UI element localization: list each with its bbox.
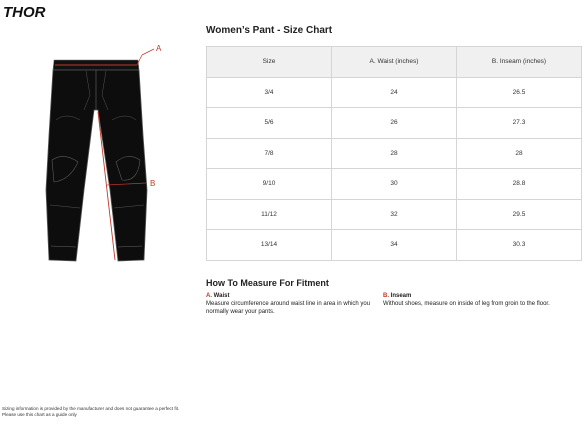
- inseam-cell: 26.5: [457, 77, 582, 108]
- inseam-letter: B.: [383, 293, 389, 299]
- measure-section-title: How To Measure For Fitment: [206, 278, 329, 288]
- pant-diagram: [36, 40, 176, 275]
- table-row: [207, 138, 582, 169]
- table-row: [207, 169, 582, 200]
- thor-logo: [2, 3, 50, 21]
- pants-illustration: [36, 40, 176, 275]
- inseam-cell: 30.3: [457, 230, 582, 261]
- header-inseam: B. Inseam (inches): [457, 47, 582, 78]
- size-chart-table: [206, 46, 582, 261]
- table-row: [207, 230, 582, 261]
- disclaimer-line-1: Sizing information is provided by the manufacturer and does not guarantee a perfect fit.: [2, 406, 180, 411]
- size-cell: 7/8: [207, 138, 332, 169]
- waist-cell: 26: [332, 108, 457, 139]
- waist-instructions-text: Measure circumference around waist line in area in which you normally wear your pants.: [206, 301, 371, 315]
- size-cell: 9/10: [207, 169, 332, 200]
- thor-logo-mark: [2, 3, 50, 21]
- inseam-instructions: [383, 292, 553, 308]
- table-header-row: [207, 47, 582, 78]
- label-b: B: [150, 179, 156, 188]
- waist-cell: 24: [332, 77, 457, 108]
- inseam-instructions-text: Without shoes, measure on inside of leg from groin to the floor.: [383, 301, 550, 307]
- logo-text: THOR: [3, 4, 46, 21]
- size-cell: 13/14: [207, 230, 332, 261]
- header-size: Size: [207, 47, 332, 78]
- waist-cell: 30: [332, 169, 457, 200]
- waist-letter: A.: [206, 293, 212, 299]
- table-row: [207, 199, 582, 230]
- label-a: A: [156, 44, 162, 53]
- disclaimer: [2, 406, 179, 418]
- size-cell: 3/4: [207, 77, 332, 108]
- waist-instructions-heading: [206, 292, 376, 300]
- waist-name: Waist: [213, 293, 230, 299]
- inseam-name: Inseam: [390, 293, 412, 299]
- inseam-cell: 29.5: [457, 199, 582, 230]
- waist-leader-line-2: [142, 49, 154, 55]
- size-chart-title: Women’s Pant - Size Chart: [206, 25, 333, 36]
- size-cell: 11/12: [207, 199, 332, 230]
- inseam-cell: 28.8: [457, 169, 582, 200]
- table-row: [207, 77, 582, 108]
- inseam-instructions-heading: [383, 292, 553, 300]
- inseam-cell: 28: [457, 138, 582, 169]
- disclaimer-line-2: Please use this chart as a guide only: [2, 412, 77, 417]
- table-row: [207, 108, 582, 139]
- waist-instructions: [206, 292, 376, 316]
- header-waist: A. Waist (inches): [332, 47, 457, 78]
- waist-cell: 28: [332, 138, 457, 169]
- inseam-cell: 27.3: [457, 108, 582, 139]
- size-cell: 5/6: [207, 108, 332, 139]
- waist-cell: 32: [332, 199, 457, 230]
- pants-body-shape: [46, 70, 147, 261]
- waist-cell: 34: [332, 230, 457, 261]
